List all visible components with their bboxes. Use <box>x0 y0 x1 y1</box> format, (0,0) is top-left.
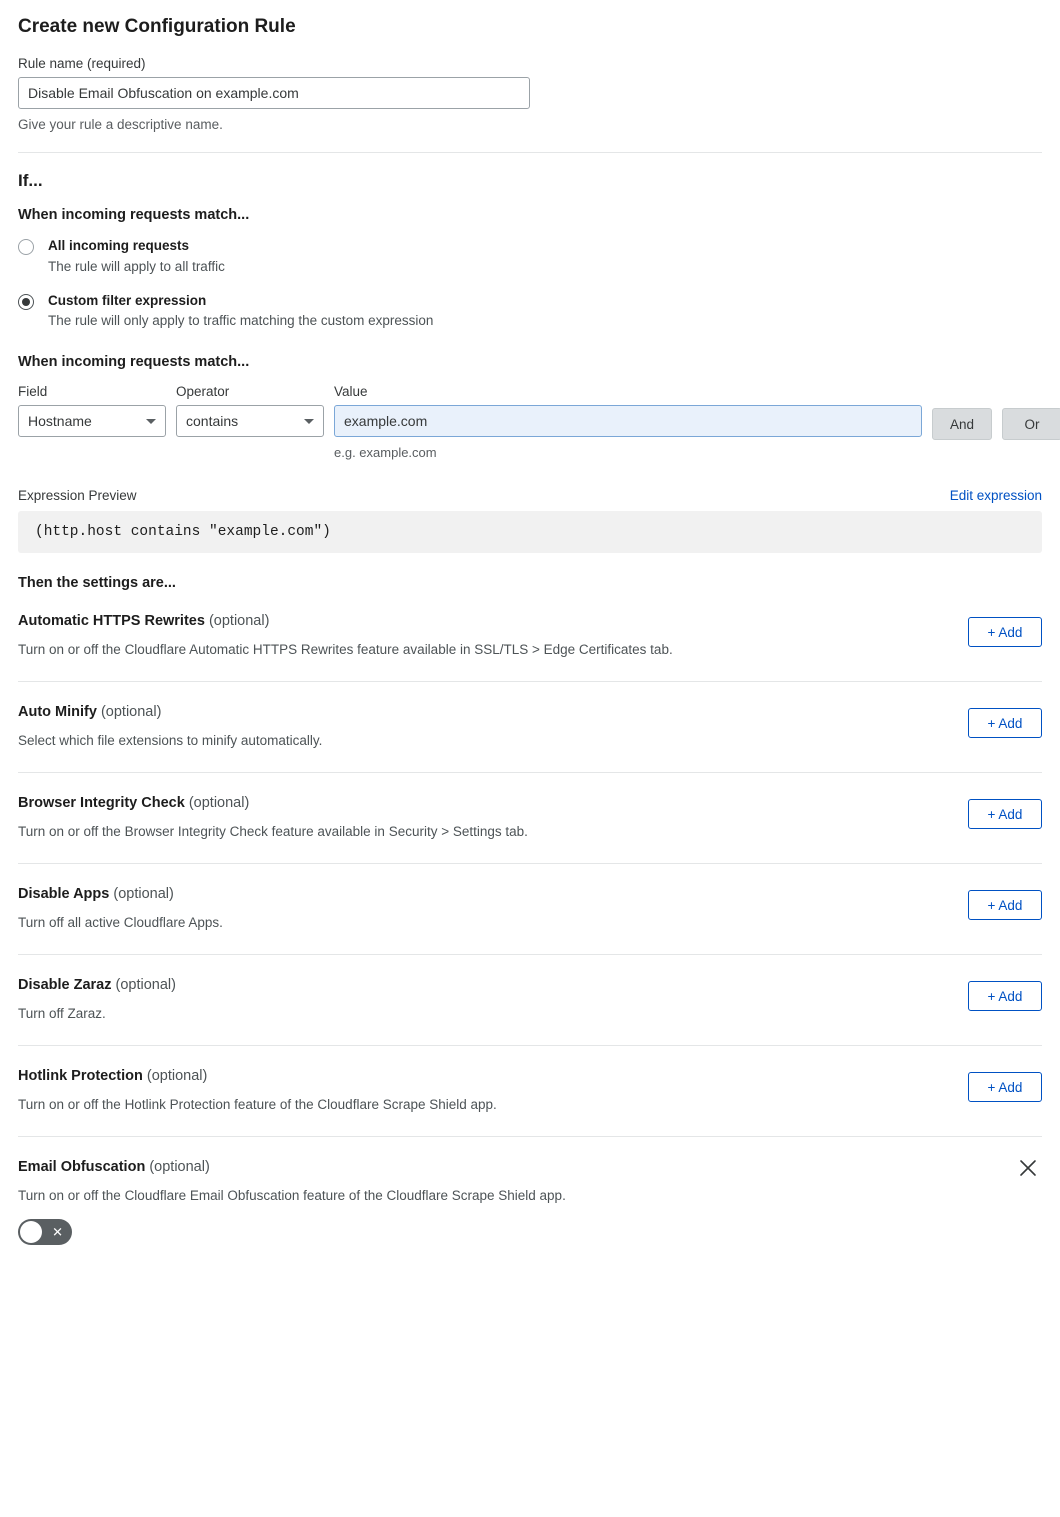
email-obfuscation-toggle[interactable] <box>18 1219 72 1245</box>
add-button-automatic-https-rewrites[interactable]: + Add <box>968 617 1042 647</box>
setting-title <box>18 795 1042 811</box>
field-select-value: Hostname <box>28 413 92 430</box>
chevron-down-icon <box>146 419 156 424</box>
setting-desc: Turn off all active Cloudflare Apps. <box>18 915 223 931</box>
or-button[interactable]: Or <box>1002 408 1060 440</box>
setting-desc: Turn on or off the Cloudflare Automatic HTTPS Rewrites feature available in SSL/TLS > Edge Certificates tab. <box>18 642 673 658</box>
setting-title-text: Automatic HTTPS Rewrites <box>18 613 205 630</box>
setting-optional-tag: (optional) <box>146 1068 208 1085</box>
rule-name-help: Give your rule a descriptive name. <box>18 117 223 132</box>
setting-title-text: Disable Apps <box>18 886 110 903</box>
setting-desc: Select which file extensions to minify automatically. <box>18 733 323 749</box>
setting-title <box>18 704 1042 720</box>
chevron-down-icon <box>304 419 314 424</box>
setting-title <box>18 977 1042 993</box>
setting-title <box>18 1068 1042 1084</box>
field-column <box>18 384 166 437</box>
value-help: e.g. example.com <box>334 445 437 461</box>
setting-optional-tag: (optional) <box>149 1159 210 1176</box>
filter-heading: When incoming requests match... <box>18 354 250 371</box>
setting-title-text: Browser Integrity Check <box>18 795 185 812</box>
radio-label-custom-filter: Custom filter expression <box>48 292 207 308</box>
radio-label-all-requests: All incoming requests <box>48 238 190 253</box>
value-column <box>334 384 922 460</box>
toggle-knob <box>20 1221 42 1243</box>
divider <box>18 152 1042 153</box>
expression-preview-label: Expression Preview <box>18 488 137 504</box>
filter-row <box>18 384 1042 460</box>
setting-desc: Turn on or off the Browser Integrity Check feature available in Security > Settings tab. <box>18 824 528 840</box>
add-button-disable-apps[interactable]: + Add <box>968 890 1042 920</box>
then-section-heading: Then the settings are... <box>18 575 176 592</box>
setting-title <box>18 1159 1042 1175</box>
setting-title-text: Auto Minify <box>18 704 97 721</box>
and-button[interactable]: And <box>932 408 992 440</box>
setting-optional-tag: (optional) <box>113 886 174 903</box>
setting-optional-tag: (optional) <box>208 613 270 630</box>
setting-disable-apps <box>18 864 1042 955</box>
if-section-heading: If... <box>18 171 43 190</box>
radio-option-all-requests[interactable] <box>18 237 1042 274</box>
operator-label: Operator <box>176 384 230 400</box>
field-label: Field <box>18 384 48 400</box>
page-title: Create new Configuration Rule <box>18 16 296 37</box>
setting-title-text: Email Obfuscation <box>18 1159 146 1176</box>
setting-optional-tag: (optional) <box>100 704 162 721</box>
setting-optional-tag: (optional) <box>188 795 250 812</box>
setting-email-obfuscation <box>18 1137 1042 1272</box>
setting-desc: Turn on or off the Cloudflare Email Obfuscation feature of the Cloudflare Scrape Shield app. <box>18 1188 566 1204</box>
operator-column <box>176 384 324 437</box>
setting-automatic-https-rewrites <box>18 591 1042 682</box>
radio-icon-all-requests[interactable] <box>18 239 34 255</box>
setting-desc: Turn off Zaraz. <box>18 1006 106 1022</box>
setting-title-text: Disable Zaraz <box>18 977 112 994</box>
toggle-off-icon: ✕ <box>52 1224 63 1240</box>
setting-browser-integrity-check <box>18 773 1042 864</box>
setting-auto-minify <box>18 682 1042 773</box>
setting-optional-tag: (optional) <box>115 977 176 994</box>
match-heading: When incoming requests match... <box>18 207 250 223</box>
radio-icon-custom-filter[interactable] <box>18 294 34 310</box>
logic-buttons <box>932 384 1060 440</box>
setting-title <box>18 613 1042 629</box>
setting-title <box>18 886 1042 902</box>
value-input[interactable] <box>334 405 922 437</box>
edit-expression-link[interactable]: Edit expression <box>949 488 1042 504</box>
rule-name-label: Rule name (required) <box>18 56 146 71</box>
setting-disable-zaraz <box>18 955 1042 1046</box>
setting-desc: Turn on or off the Hotlink Protection feature of the Cloudflare Scrape Shield app. <box>18 1097 497 1113</box>
rule-name-input[interactable] <box>18 77 530 109</box>
setting-hotlink-protection <box>18 1046 1042 1137</box>
radio-desc-all-requests: The rule will apply to all traffic <box>48 258 225 274</box>
add-button-browser-integrity-check[interactable]: + Add <box>968 799 1042 829</box>
radio-option-custom-filter[interactable] <box>18 292 1042 329</box>
operator-select[interactable] <box>176 405 324 437</box>
value-label: Value <box>334 384 368 400</box>
add-button-hotlink-protection[interactable]: + Add <box>968 1072 1042 1102</box>
radio-desc-custom-filter: The rule will only apply to traffic matching the custom expression <box>48 313 434 329</box>
operator-select-value: contains <box>186 413 239 430</box>
field-select[interactable] <box>18 405 166 437</box>
expression-preview-text: (http.host contains "example.com") <box>18 511 1042 553</box>
add-button-disable-zaraz[interactable]: + Add <box>968 981 1042 1011</box>
expression-header <box>18 488 1042 503</box>
setting-title-text: Hotlink Protection <box>18 1068 143 1085</box>
add-button-auto-minify[interactable]: + Add <box>968 708 1042 738</box>
rule-name-group <box>18 56 1042 132</box>
close-icon[interactable] <box>1016 1157 1040 1181</box>
